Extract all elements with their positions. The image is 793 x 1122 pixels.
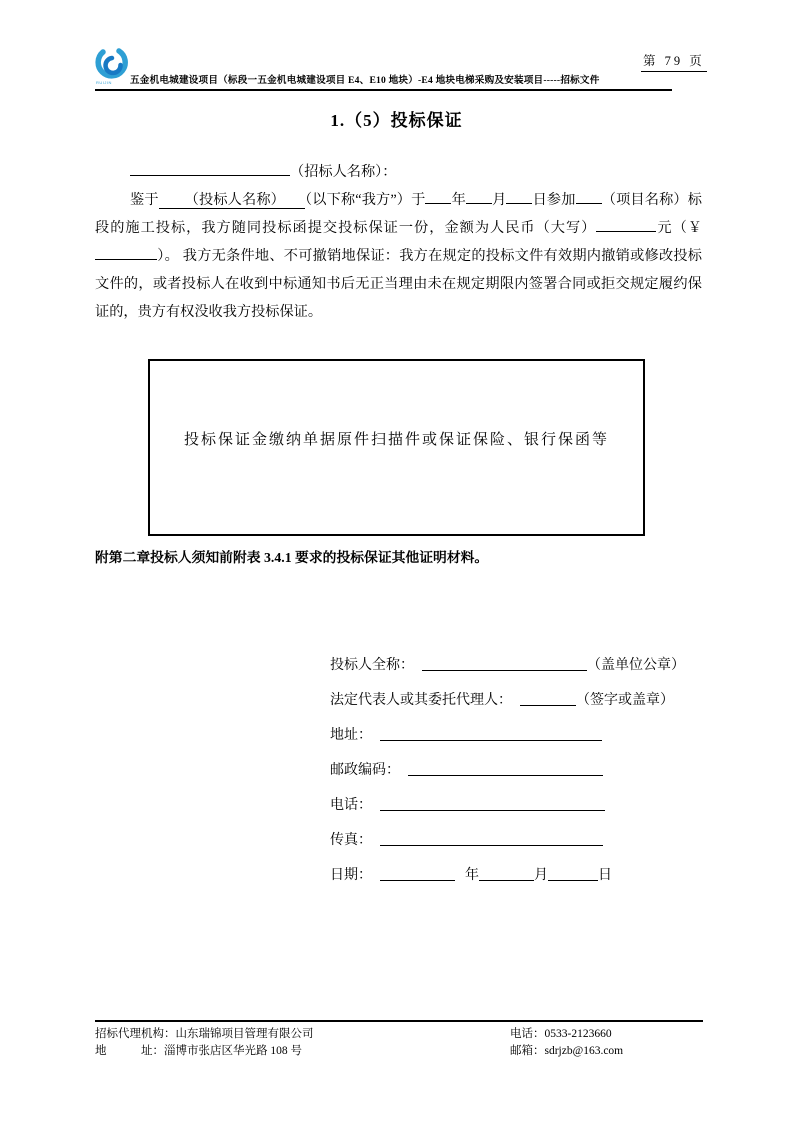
para-segment: 日参加 [532,192,576,208]
date-day-blank [548,866,598,882]
tenderer-name-blank [130,161,290,176]
para-segment: （以下称“我方”）于 [305,192,426,208]
footer-phone-value: 0533-2123660 [544,1028,612,1040]
date-month-blank [479,866,534,882]
fax-label: 传真： [330,832,372,848]
bidder-name-blank: （投标人名称） [159,192,305,209]
footer-agency [95,1026,510,1043]
year-blank [425,189,451,204]
footer-address-value: 淄博市张店区华光路 108 号 [164,1045,302,1057]
header-rule [95,89,672,91]
para-segment: （￥ [672,220,702,236]
footer-row-1 [95,1026,703,1043]
address-label: 地址： [330,727,372,743]
salutation-line [130,158,702,186]
date-year-blank [380,866,455,882]
section-title: 1.（5）投标保证 [330,111,463,130]
seal-hint: （盖单位公章） [587,657,685,673]
postcode-field-blank [408,761,603,777]
form-row-phone [330,786,685,821]
postcode-label: 邮政编码： [330,762,400,778]
footer-row-2 [95,1043,703,1060]
footer-rule [95,1020,703,1022]
form-row-postcode [330,751,685,786]
guarantee-paragraph [95,186,702,326]
form-row-fax [330,821,685,856]
day-blank [506,189,532,204]
para-segment: （项目名称） [601,192,688,208]
para-segment: 鉴于 [130,192,159,208]
footer [95,1026,703,1060]
agency-value: 山东瑞锦项目管理有限公司 [175,1028,314,1040]
phone-label: 电话： [330,797,372,813]
date-month-label: 月 [534,867,548,883]
phone-field-blank [380,796,605,812]
body-text [95,158,702,326]
salutation-suffix: （招标人名称）： [290,164,397,180]
signature-form [330,646,685,891]
footer-email [510,1043,623,1060]
representative-label: 法定代表人或其委托代理人： [330,692,512,708]
form-row-bidder-name [330,646,685,681]
page-number: 第 79 页 [641,51,707,72]
representative-field-blank [520,691,576,707]
footer-phone-label: 电话： [510,1028,545,1040]
date-label: 日期： [330,867,372,883]
para-segment: 年 [451,192,466,208]
signature-hint: （签字或盖章） [576,692,674,708]
form-row-address [330,716,685,751]
para-segment: ）。 我方无条件地、不可撤销地保证：我方在规定的投标文件有效期内撤销或修改投标文件的，或者投标人在收到中标通知书后无正当理由未在规定期限内签署合同或拒交规定履约保证的，贵方有权没收我方投标保证。 [95,248,702,320]
para-segment: 元 [656,220,673,236]
footer-address [95,1043,510,1060]
footer-address-label: 地 址： [95,1045,164,1057]
logo-caption: RUIJIN [96,80,112,85]
date-year-label: 年 [465,867,479,883]
attachment-placeholder-box [148,359,645,536]
address-field-blank [380,726,602,742]
amount-figures-blank [95,245,157,260]
form-row-representative [330,681,685,716]
date-day-label: 日 [598,867,612,883]
para-segment: 月 [491,192,507,208]
footer-email-value: sdrjzb@163.com [544,1045,624,1057]
footer-email-label: 邮箱： [510,1045,545,1057]
attachment-note: 附第二章投标人须知前附表 3.4.1 要求的投标保证其他证明材料。 [95,550,489,565]
fax-field-blank [380,831,603,847]
month-blank [466,189,492,204]
agency-label: 招标代理机构： [95,1028,176,1040]
project-name-blank [576,189,602,204]
amount-words-blank [596,217,656,232]
bidder-name-label: 投标人全称： [330,657,414,673]
attachment-placeholder-text: 投标保证金缴纳单据原件扫描件或保证保险、银行保函等 [183,432,609,448]
footer-phone [510,1026,612,1043]
bidder-name-field-blank [422,656,587,672]
header-doc-title: 五金机电城建设项目（标段一五金机电城建设项目 E4、E10 地块）-E4 地块电梯采购及安装项目-----招标文件 [130,75,600,86]
para-segment: 标段的施工投标，我方随同投标函提交投标保证一份，金额为人民币（大写） [95,192,702,236]
form-row-date [330,856,685,891]
